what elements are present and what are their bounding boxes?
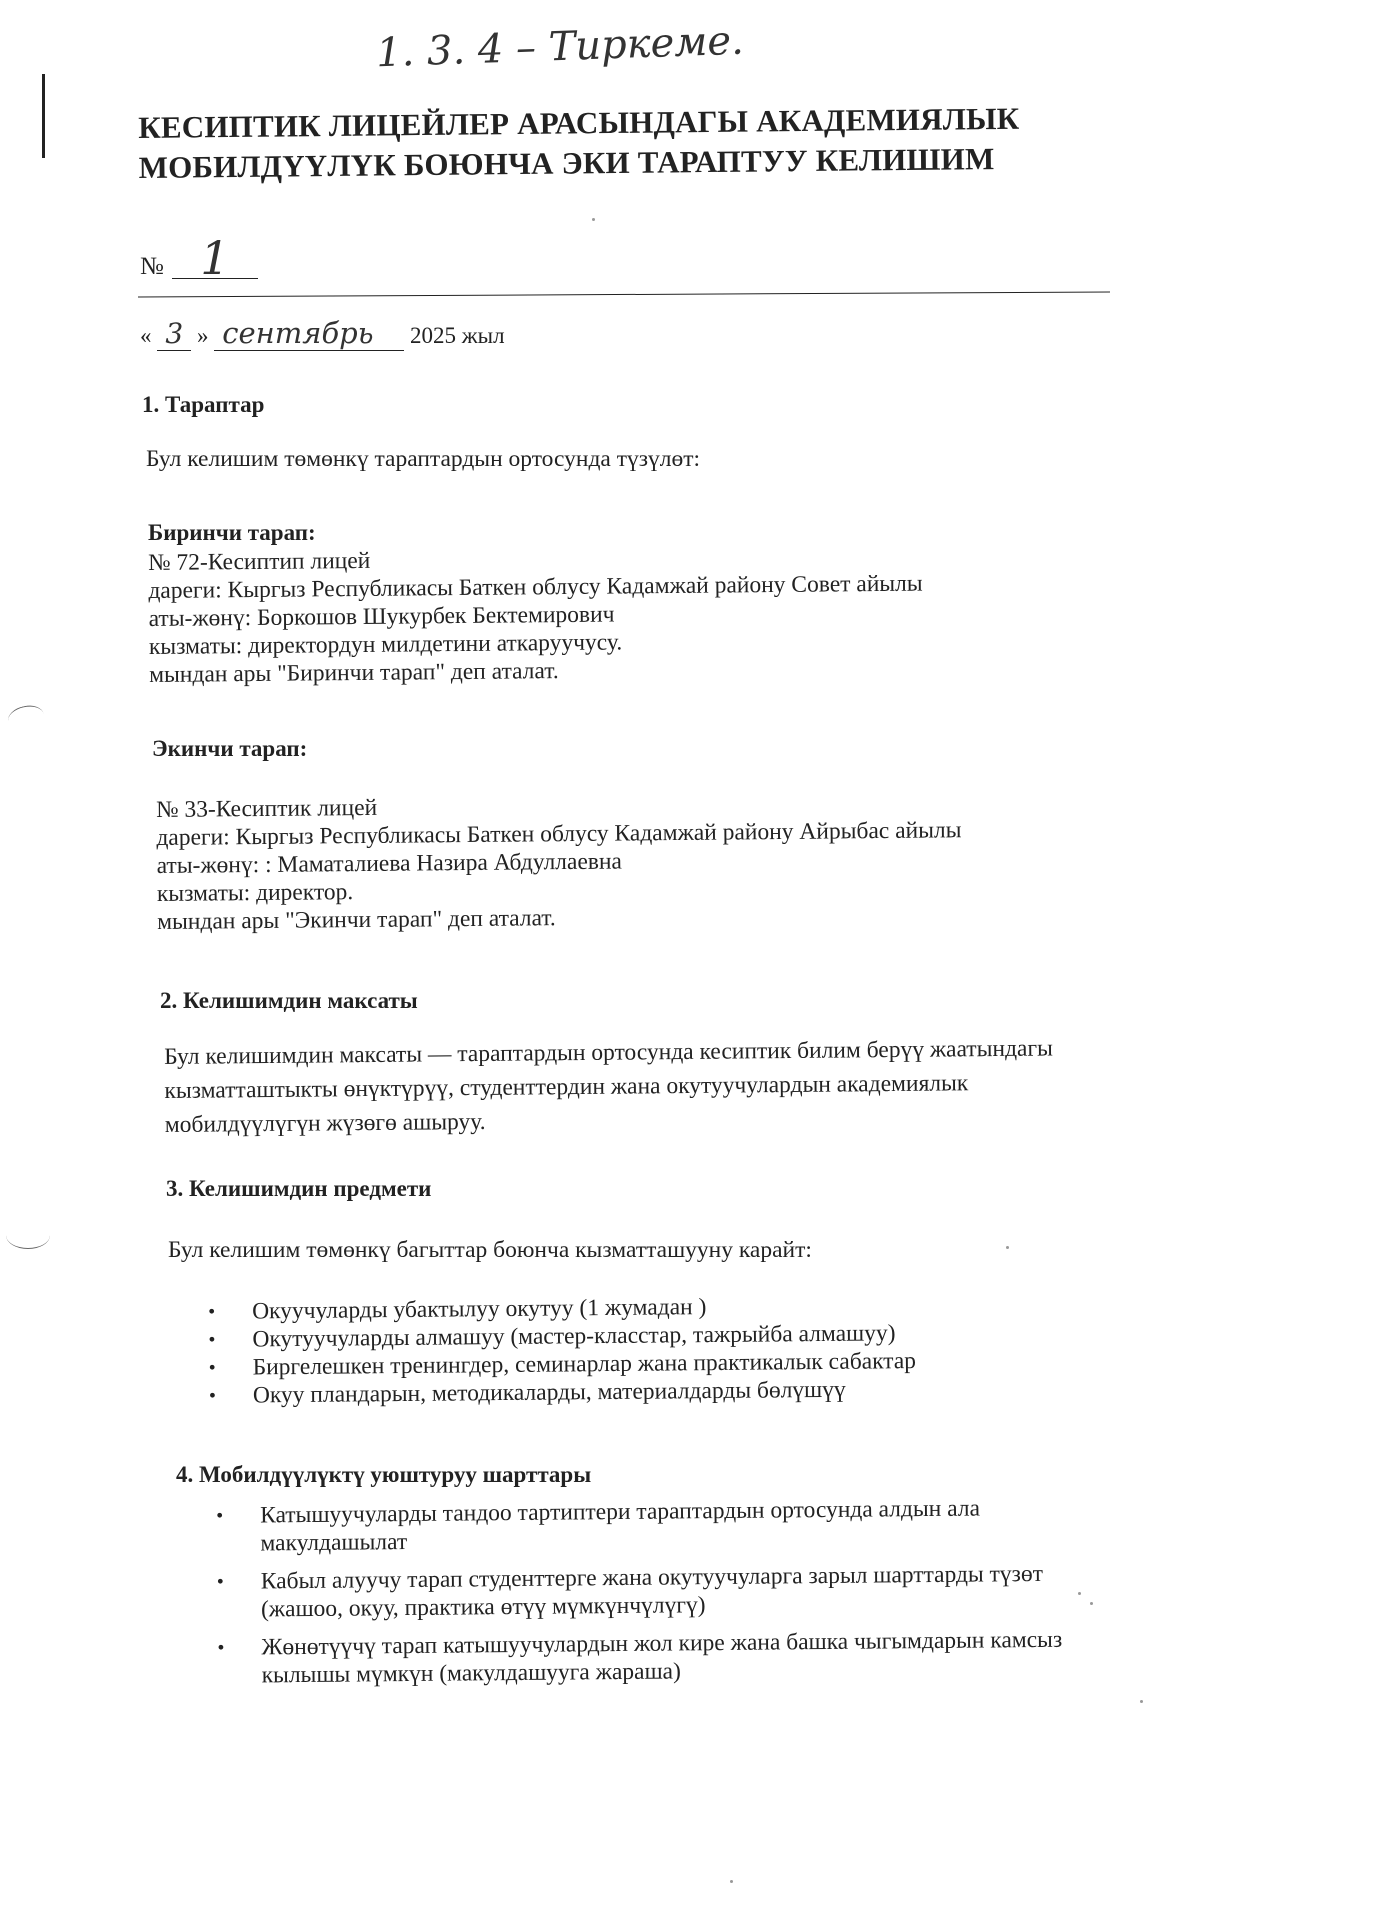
agreement-date [140,316,505,351]
scan-dot [592,218,595,221]
list-item: • Биргелешкен тренингдер, семинарлар жана практикалык сабактар [195,1347,917,1382]
section-2-line-1: Бул келишимдин максаты — тараптардын ортосунда кесиптик билим берүү жаатындагы [164,1035,1053,1070]
section-1-heading: 1. Тараптар [142,392,265,417]
scan-dot [730,1880,733,1883]
section-1-intro: Бул келишим төмөнкү тараптардын ортосунда түзүлөт: [146,446,701,472]
title-line-2: МОБИЛДҮҮЛҮК БОЮНЧА ЭКИ ТАРАПТУУ КЕЛИШИМ [138,140,995,185]
second-party-heading: Экинчи тарап: [152,736,308,761]
scan-mark-left-3 [6,1222,50,1249]
handwritten-annotation: 1. 3. 4 – Тиркеме. [375,17,745,77]
first-party-heading: Биринчи тарап: [148,520,316,545]
section-4-heading: 4. Мобилдүүлүктү уюштуруу шарттары [176,1462,592,1487]
list-item [202,1494,1061,1558]
scan-mark-left [42,74,45,158]
second-party-position: кызматы: директор. [156,879,354,907]
first-party-person: аты-жөнү: Боркошов Шукурбек Бектемирович [148,601,615,632]
number-label: № [140,253,164,280]
separator-line [138,291,1110,297]
scan-mark-left-2 [6,703,46,733]
list-item-line: • Кабыл алуучу тарап студенттерге жана окутуучуларга зарыл шарттарды түзөт [260,1560,1044,1595]
section-3-heading: 3. Келишимдин предмети [166,1176,432,1201]
scan-dot [1078,1592,1081,1595]
list-item-line: • Жөнөтүүчү тарап катышуучулардын жол кире жана башка чыгымдарын камсыз [261,1626,1063,1661]
section-3-list [194,1291,916,1410]
list-item: • Окутуучуларды алмашуу (мастер-класстар, тажрыйба алмашуу) [194,1319,916,1354]
title-line-1: КЕСИПТИК ЛИЦЕЙЛЕР АРАСЫНДАГЫ АКАДЕМИЯЛЫК [138,100,1020,145]
section-2-body [164,1031,1054,1142]
second-party-person: аты-жөнү: : Маматалиева Назира Абдуллаевна [156,848,623,879]
section-2-line-3: мобилдүүлүгүн жүзөгө ашыруу. [164,1108,486,1138]
list-item [203,1626,1062,1690]
section-3-intro: Бул келишим төмөнкү багыттар боюнча кызматташууну карайт: [168,1237,812,1263]
date-year: 2025 [410,323,456,348]
list-item: • Окуу пландарын, методикаларды, материалдарды бөлүшүү [195,1375,917,1410]
date-suffix: жыл [461,323,505,348]
date-close-quote: » [197,323,209,348]
second-party-details [156,788,962,936]
second-party-address: дареги: Кыргыз Республикасы Баткен облусу Кадамжай району Айрыбас айылы [156,817,962,851]
agreement-number [140,231,258,285]
first-party-position: кызматы: директордун милдетини аткаруучусу. [148,629,623,660]
list-item-line: • Катышуучуларды тандоо тартиптери тараптардын ортосунда алдын ала [260,1495,981,1529]
first-party-address: дареги: Кыргыз Республикасы Баткен облусу Кадамжай району Совет айылы [148,570,923,604]
section-4-list [202,1494,1063,1690]
section-2-line-2: кызматташтыкты өнүктүрүү, студенттердин жана окутуучулардын академиялык [164,1070,969,1104]
date-month: сентябрь [214,316,404,351]
list-item-line: кылышы мүмкүн (макулдашууга жараша) [261,1658,681,1689]
list-item-line: макулдашылат [260,1529,408,1557]
scan-dot [1006,1246,1009,1249]
first-party-details [148,542,924,689]
first-party-name: № 72-Кесиптип лицей [148,547,371,576]
list-item [203,1560,1062,1624]
first-party-alias: мындан ары "Биринчи тарап" деп аталат. [149,658,559,688]
scan-dot [1090,1602,1093,1605]
second-party-alias: мындан ары "Экинчи тарап" деп аталат. [157,905,556,935]
section-2-heading: 2. Келишимдин максаты [160,988,418,1013]
list-item: • Окуучуларды убактылуу окутуу (1 жумадан ) [194,1291,916,1326]
scan-dot [1140,1700,1143,1703]
list-item-line: (жашоо, окуу, практика өтүү мүмкүнчүлүгү) [260,1592,706,1623]
number-value: 1 [172,238,258,279]
date-day: 3 [157,317,191,351]
second-party-name: № 33-Кесиптик лицей [156,794,378,823]
date-open-quote: « [140,323,152,348]
document-title [138,99,1020,188]
